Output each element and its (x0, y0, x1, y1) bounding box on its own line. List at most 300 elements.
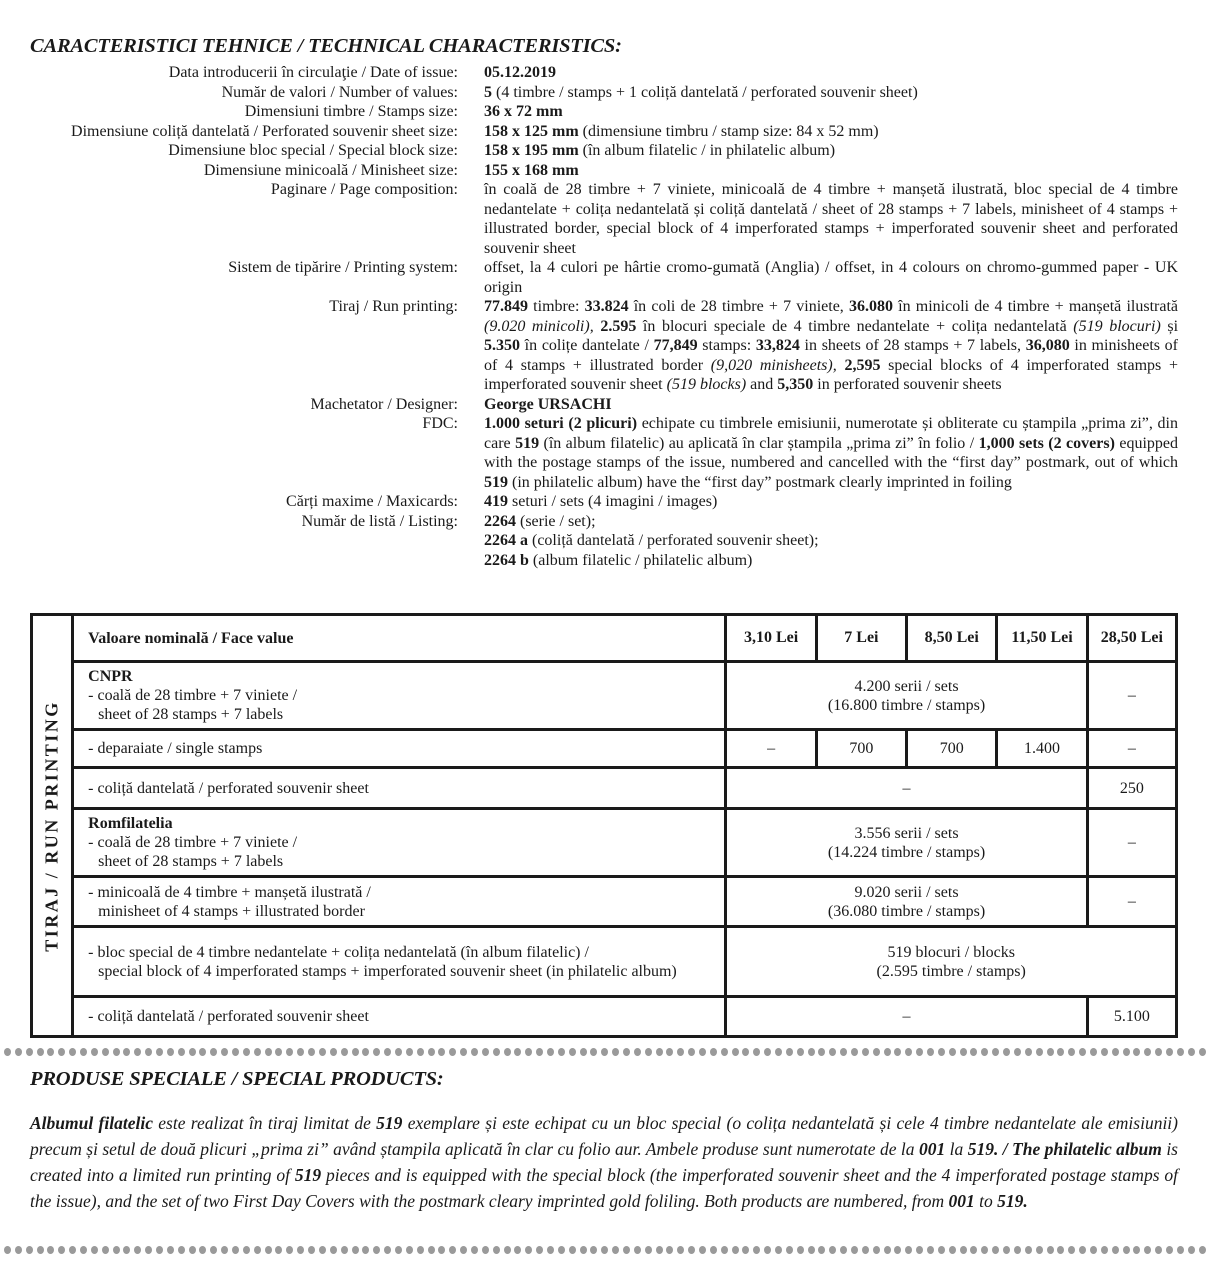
dot (884, 1246, 891, 1254)
cell-value: – (1087, 662, 1176, 730)
dot (938, 1246, 945, 1254)
dot (569, 1048, 576, 1056)
emphasis-bold: Albumul filatelic (30, 1113, 153, 1133)
emphasis-bold: 5,350 (777, 376, 814, 393)
dot (981, 1246, 988, 1254)
dot (1199, 1246, 1206, 1254)
dot (960, 1246, 967, 1254)
emphasis-bold: 36.080 (848, 298, 893, 315)
dot (330, 1246, 337, 1254)
dot (992, 1246, 999, 1254)
spec-value-bold: 155 x 168 mm (484, 161, 579, 179)
row-line: sheet of 28 stamps + 7 labels (98, 853, 284, 870)
dot (1036, 1246, 1043, 1254)
spec-value-bold: 158 x 195 mm (484, 142, 579, 159)
dot (428, 1246, 435, 1254)
dot (688, 1246, 695, 1254)
dot (1133, 1048, 1140, 1056)
dot (80, 1246, 87, 1254)
spec-value-bold: 419 (484, 493, 508, 510)
dot (221, 1048, 228, 1056)
dot (894, 1048, 901, 1056)
dot (1057, 1246, 1064, 1254)
spec-label: Data introducerii în circulaţie / Date of issue: (168, 64, 458, 81)
dot (949, 1246, 956, 1254)
text-run: și (1160, 317, 1179, 335)
spec-value (484, 297, 1178, 395)
dot (91, 1246, 98, 1254)
dot (265, 1048, 272, 1056)
dot (970, 1246, 977, 1254)
technical-characteristics-title: CARACTERISTICI TEHNICE / TECHNICAL CHARACTERISTICS: (30, 35, 622, 57)
dot (493, 1048, 500, 1056)
dot (786, 1048, 793, 1056)
table-row (32, 997, 1177, 1037)
dot (406, 1048, 413, 1056)
dot (862, 1246, 869, 1254)
spec-value (484, 102, 1178, 122)
text-run: (în album filatelic) au aplicată în clar ștampila „prima zi” în folio / (539, 434, 979, 452)
dot (308, 1048, 315, 1056)
emphasis-italic: (9.020 minicoli), (484, 317, 594, 335)
cell-value: 250 (1087, 768, 1176, 809)
special-products-title: PRODUSE SPECIALE / SPECIAL PRODUCTS: (30, 1068, 444, 1090)
dot (438, 1246, 445, 1254)
dot (851, 1246, 858, 1254)
dot (753, 1246, 760, 1254)
text-run: timbre: (528, 298, 585, 315)
merged-value: – (726, 768, 1087, 809)
dot (818, 1048, 825, 1056)
dot (732, 1048, 739, 1056)
text-run: special blocks of 4 imperforated stamps + imperforated souvenir sheet (484, 356, 1179, 393)
spec-value (484, 414, 1178, 492)
spec-label: FDC: (422, 415, 458, 432)
dot (91, 1048, 98, 1056)
dot (677, 1048, 684, 1056)
text-run: în minicoli de 4 timbre + manșetă ilustrată (892, 298, 1178, 315)
text-run: în colițe dantelate / (520, 337, 654, 354)
dot (330, 1048, 337, 1056)
spec-row-values (0, 83, 1211, 103)
dot (927, 1048, 934, 1056)
spec-row-date (0, 63, 1211, 83)
dot (1068, 1246, 1075, 1254)
text-run: în blocuri speciale de 4 timbre nedantelate + colița nedantelată (636, 317, 1074, 335)
spec-value-text: seturi / sets (4 imagini / images) (508, 493, 718, 510)
special-products-text (30, 1110, 1178, 1214)
dot (482, 1246, 489, 1254)
text-run: în coli de 28 timbre + 7 viniete, (628, 298, 849, 315)
dot (753, 1048, 760, 1056)
dot (37, 1246, 44, 1254)
dot (1199, 1048, 1206, 1056)
dot (905, 1048, 912, 1056)
dot (547, 1048, 554, 1056)
text-run: (in philatelic album) have the “first day” postmark clearly imprinted in foiling (508, 473, 1012, 491)
dot (656, 1048, 663, 1056)
dot (189, 1246, 196, 1254)
dot (1003, 1048, 1010, 1056)
row-line: special block of 4 imperforated stamps + imperforated souvenir sheet (in philatelic album) (98, 962, 677, 980)
dot (199, 1246, 206, 1254)
dot (1014, 1048, 1021, 1056)
dot (699, 1246, 706, 1254)
dot (960, 1048, 967, 1056)
spec-row-run-printing (0, 297, 1211, 395)
dot (341, 1246, 348, 1254)
text-run: la (945, 1139, 968, 1159)
dot (547, 1246, 554, 1254)
dot (156, 1048, 163, 1056)
dot (905, 1246, 912, 1254)
dot (1188, 1246, 1195, 1254)
dot (221, 1246, 228, 1254)
dot (69, 1246, 76, 1254)
emphasis-italic: (519 blocks) (666, 376, 747, 393)
spec-value-text: (în album filatelic / in philatelic album) (578, 142, 836, 159)
cell-value: 700 (816, 730, 906, 768)
dot (601, 1246, 608, 1254)
dot (102, 1048, 109, 1056)
emphasis-bold: 519. (997, 1191, 1028, 1211)
dot (395, 1048, 402, 1056)
dot (840, 1048, 847, 1056)
dot (916, 1048, 923, 1056)
row-line: - bloc special de 4 timbre nedantelate + colița nedantelată (în album filatelic) / (88, 943, 589, 961)
value-line: (16.800 timbre / stamps) (827, 696, 986, 714)
dot (558, 1246, 565, 1254)
text-run: and (746, 376, 778, 393)
dot (504, 1246, 511, 1254)
dot (1112, 1048, 1119, 1056)
spec-row-block-size (0, 141, 1211, 161)
dot (916, 1246, 923, 1254)
dot (1025, 1048, 1032, 1056)
cell-value: – (1087, 730, 1176, 768)
spec-label: Număr de valori / Number of values: (221, 83, 458, 101)
text-run: in perforated souvenir sheets (813, 376, 1002, 393)
value-line: 4.200 serii / sets (854, 677, 959, 695)
dot (373, 1246, 380, 1254)
emphasis-bold: 1.000 seturi (2 plicuri) (484, 415, 638, 432)
row-line: minisheet of 4 stamps + illustrated border (98, 902, 365, 920)
emphasis-bold: 519 (294, 1165, 322, 1185)
dot (102, 1246, 109, 1254)
dot (504, 1048, 511, 1056)
dot (319, 1246, 326, 1254)
dot (4, 1048, 11, 1056)
text-run: equipped with the postage stamps of the issue, numbered and cancelled with the “first day” postmark, out of which (484, 434, 1178, 471)
dot (1144, 1246, 1151, 1254)
dot (1155, 1246, 1162, 1254)
text-run: in sheets of 28 stamps + 7 labels, (799, 337, 1026, 354)
dot (232, 1246, 239, 1254)
spec-label: Dimensiune minicoală / Minisheet size: (203, 161, 458, 179)
spec-label: Sistem de tipărire / Printing system: (228, 259, 458, 276)
dot (601, 1048, 608, 1056)
emphasis-bold: 2.595 (600, 317, 637, 335)
spec-value (484, 492, 1178, 512)
row-description: - coliță dantelată / perforated souvenir sheet (73, 768, 726, 809)
dot (808, 1246, 815, 1254)
dot (1123, 1048, 1130, 1056)
dot (178, 1048, 185, 1056)
dot (123, 1246, 130, 1254)
dot (645, 1048, 652, 1056)
dot (156, 1246, 163, 1254)
merged-value (726, 927, 1177, 997)
dot (1101, 1048, 1108, 1056)
dot (47, 1048, 54, 1056)
dot (797, 1246, 804, 1254)
dot (1188, 1048, 1195, 1056)
spec-value-bold: 158 x 125 mm (484, 122, 579, 140)
dot (525, 1048, 532, 1056)
spec-row-designer (0, 395, 1211, 415)
spec-label: Număr de listă / Listing: (301, 512, 458, 530)
dot (58, 1246, 65, 1254)
text-run: echipate cu timbrele emisiunii, numerotate și obliterate cu ștampila „prima zi”, din care (484, 415, 1178, 452)
dot (58, 1048, 65, 1056)
dot (449, 1048, 456, 1056)
dot (417, 1246, 424, 1254)
dot (1144, 1048, 1151, 1056)
dot (449, 1246, 456, 1254)
dot (471, 1246, 478, 1254)
emphasis-bold: 1,000 sets (2 covers) (978, 434, 1115, 452)
emphasis-bold: 519 (515, 434, 540, 452)
dot (580, 1048, 587, 1056)
spec-value-text: (4 timbre / stamps + 1 coliță dantelată / perforated souvenir sheet) (492, 83, 918, 101)
dot (873, 1246, 880, 1254)
emphasis-bold: 77.849 (484, 298, 528, 315)
emphasis-bold: 001 (948, 1191, 975, 1211)
spec-row-page-composition (0, 180, 1211, 258)
row-line: sheet of 28 stamps + 7 labels (98, 706, 284, 723)
dot (232, 1048, 239, 1056)
dot (319, 1048, 326, 1056)
dot (775, 1246, 782, 1254)
dot (1014, 1246, 1021, 1254)
dot (167, 1048, 174, 1056)
table-row (32, 662, 1177, 730)
dot (362, 1048, 369, 1056)
dot (243, 1048, 250, 1056)
dot (167, 1246, 174, 1254)
spec-value (484, 141, 1178, 161)
text-run: exemplare și este echipat cu un bloc special (o colița nedantelată și cele 4 timbre nedantelate ale emisiunii) precum și setul de două plicuri „prima zi” având ștampila aplicată în clar cu folio aur. Ambele produse sunt numerotate de la (30, 1113, 1178, 1159)
dot (851, 1048, 858, 1056)
dot (428, 1048, 435, 1056)
row-description (73, 809, 726, 877)
dot (742, 1246, 749, 1254)
dot (308, 1246, 315, 1254)
spec-value (484, 161, 1178, 181)
dot (634, 1246, 641, 1254)
dot (818, 1246, 825, 1254)
dot (894, 1246, 901, 1254)
spec-label: Paginare / Page composition: (270, 181, 458, 198)
text-run: este realizat în tiraj limitat de (152, 1113, 377, 1133)
merged-value (726, 662, 1087, 730)
emphasis-bold: 36,080 (1025, 337, 1070, 354)
dot (1036, 1048, 1043, 1056)
table-header-row (32, 615, 1177, 662)
dot (1177, 1246, 1184, 1254)
dot (514, 1246, 521, 1254)
merged-value (726, 877, 1087, 927)
dot (37, 1048, 44, 1056)
dot (970, 1048, 977, 1056)
spec-row-fdc (0, 414, 1211, 492)
dot (699, 1048, 706, 1056)
dot (362, 1246, 369, 1254)
dot (1133, 1246, 1140, 1254)
dot (123, 1048, 130, 1056)
text-run: is created into a limited run printing of (30, 1139, 1178, 1185)
spec-value (484, 122, 1178, 142)
spec-label: Tiraj / Run printing: (329, 298, 458, 315)
face-value-col: 7 Lei (816, 615, 906, 662)
row-description (73, 877, 726, 927)
listing-text: (serie / set); (516, 512, 596, 530)
dot (1123, 1246, 1130, 1254)
dot (297, 1246, 304, 1254)
emphasis-bold: 33.824 (584, 298, 629, 315)
dot (113, 1048, 120, 1056)
dot (786, 1246, 793, 1254)
cell-value: 5.100 (1087, 997, 1176, 1037)
spec-row-printing-system (0, 258, 1211, 297)
dot (732, 1246, 739, 1254)
dot (656, 1246, 663, 1254)
dot (536, 1048, 543, 1056)
spec-value-bold: 36 x 72 mm (484, 103, 563, 120)
merged-value (726, 809, 1087, 877)
table-row (32, 809, 1177, 877)
table-row (32, 877, 1177, 927)
dotted-divider (0, 1246, 1211, 1256)
dot (742, 1048, 749, 1056)
dot (482, 1048, 489, 1056)
dot (145, 1048, 152, 1056)
dot (1079, 1048, 1086, 1056)
dot (862, 1048, 869, 1056)
dot (590, 1048, 597, 1056)
group-title: Romfilatelia (88, 815, 173, 832)
dot (1090, 1048, 1097, 1056)
table-row (32, 768, 1177, 809)
dot (590, 1246, 597, 1254)
value-line: 3.556 serii / sets (854, 824, 959, 842)
row-description (73, 927, 726, 997)
dot (623, 1048, 630, 1056)
dot (145, 1246, 152, 1254)
merged-value: – (726, 997, 1087, 1037)
spec-row-listing (0, 512, 1211, 571)
dot (666, 1048, 673, 1056)
dot (417, 1048, 424, 1056)
dot (297, 1048, 304, 1056)
dot (558, 1048, 565, 1056)
dot (352, 1246, 359, 1254)
dot (1166, 1048, 1173, 1056)
row-description: - coliță dantelată / perforated souvenir sheet (73, 997, 726, 1037)
cell-value: 700 (907, 730, 997, 768)
dot (395, 1246, 402, 1254)
listing-number: 2264 b (484, 551, 529, 569)
spec-value (484, 512, 1178, 571)
dot (612, 1246, 619, 1254)
text-run: pieces and is equipped with the special block (the imperforated souvenir sheet and the 4 imperforated postage stamps of the issue), and the set of two First Day Covers with the postmark cleary imprinted gold foliling. Both products are numbered, from (30, 1165, 1178, 1211)
dot (254, 1246, 261, 1254)
dot (189, 1048, 196, 1056)
dot (210, 1048, 217, 1056)
spec-value: George URSACHI (484, 395, 612, 413)
dot (710, 1246, 717, 1254)
cell-value: – (1087, 877, 1176, 927)
dot (69, 1048, 76, 1056)
run-printing-table (30, 613, 1178, 1038)
dot (721, 1048, 728, 1056)
emphasis-bold: 519 (376, 1113, 403, 1133)
dot (764, 1246, 771, 1254)
dot (406, 1246, 413, 1254)
cell-value: – (726, 730, 816, 768)
dot (938, 1048, 945, 1056)
emphasis-bold: 001 (918, 1139, 946, 1159)
dot (764, 1048, 771, 1056)
spec-row-minisheet-size (0, 161, 1211, 181)
dot (134, 1246, 141, 1254)
dot (243, 1246, 250, 1254)
dot (199, 1048, 206, 1056)
dot (677, 1246, 684, 1254)
dot (1068, 1048, 1075, 1056)
dot (1003, 1246, 1010, 1254)
spec-row-souvenir-size (0, 122, 1211, 142)
dot (1057, 1048, 1064, 1056)
dot (178, 1246, 185, 1254)
spec-label: Dimensiune bloc special / Special block size: (168, 142, 458, 159)
dot (26, 1246, 33, 1254)
emphasis-bold: 5.350 (484, 337, 520, 354)
dot (645, 1246, 652, 1254)
spec-row-maxicards (0, 492, 1211, 512)
dot (460, 1246, 467, 1254)
dot (275, 1246, 282, 1254)
value-line: (2.595 timbre / stamps) (876, 962, 1026, 980)
dot (721, 1246, 728, 1254)
dot (254, 1048, 261, 1056)
dot (1079, 1246, 1086, 1254)
dot (514, 1048, 521, 1056)
value-line: 519 blocuri / blocks (887, 943, 1015, 961)
spec-label: Machetator / Designer: (310, 395, 458, 413)
listing-text: (coliță dantelată / perforated souvenir sheet); (528, 532, 819, 549)
dot (134, 1048, 141, 1056)
text-run: to (974, 1191, 998, 1211)
row-line: - coală de 28 timbre + 7 viniete / (88, 687, 298, 704)
dot (992, 1048, 999, 1056)
text-run: in minisheets of of 4 stamps + illustrated border (484, 337, 1179, 374)
dot (373, 1048, 380, 1056)
dot (113, 1246, 120, 1254)
dot (525, 1246, 532, 1254)
spec-value: în coală de 28 timbre + 7 viniete, minicoală de 4 timbre + manșetă ilustrată, bloc special de 4 timbre nedantelate + colița nedantelată și coliță dantelată / sheet of 28 stamps + 7 labels, minisheet of 4 stamps + illustrated border, special block of 4 imperforated stamps + imperforated souvenir sheet and perforated souvenir sheet (484, 181, 1178, 257)
listing-line (484, 512, 1178, 532)
